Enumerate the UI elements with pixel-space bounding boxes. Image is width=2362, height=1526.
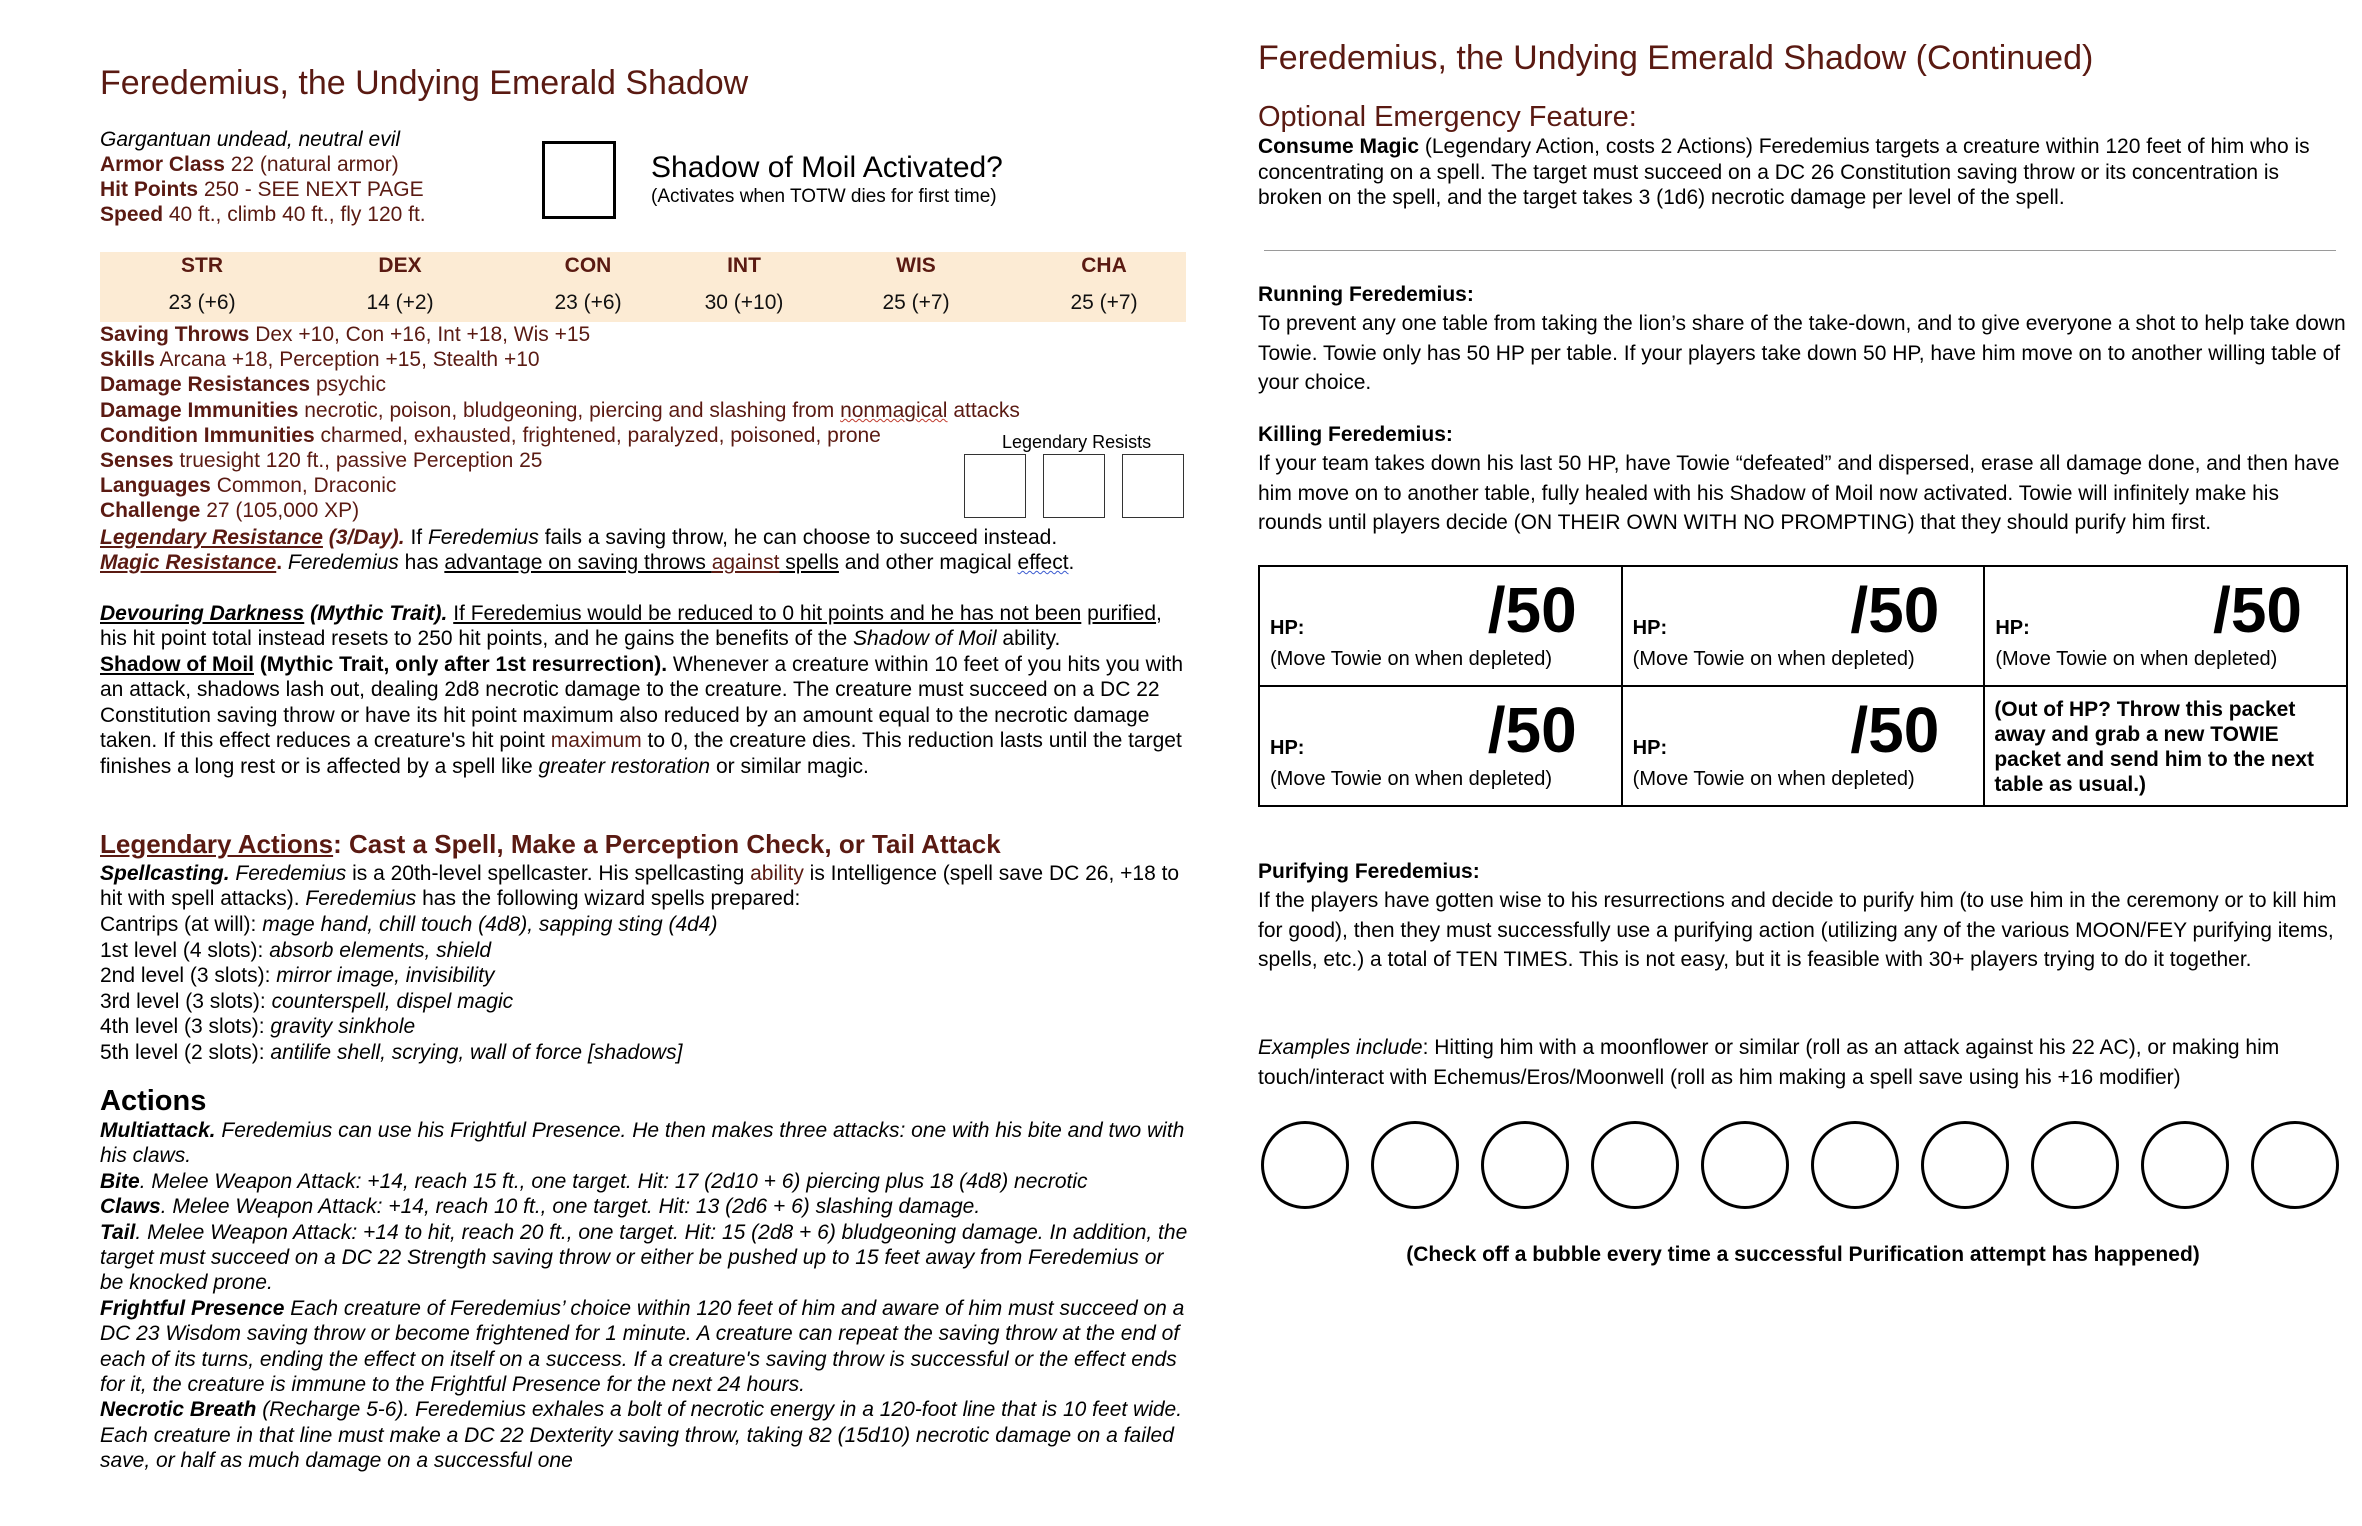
running-text: To prevent any one table from taking the lion’s share of the take-down, and to give everyone a shot to help take down Towie. Towie only has 50 HP per table. If your players take down 50 HP, have him move on to another willing table of your choice. [1258, 312, 2346, 394]
stat-int: INT 30 (+10) [704, 254, 784, 314]
ability-scores [100, 252, 1186, 322]
hp-note: (Move Towie on when depleted) [1270, 648, 1553, 670]
damage-resistances: Damage Resistances psychic [100, 373, 386, 396]
legendary-resistance: Legendary Resistance (3/Day). If Feredemius fails a saving throw, he can choose to succeed instead. [100, 526, 1058, 549]
senses: Senses truesight 120 ft., passive Perception 25 [100, 449, 543, 472]
hp-out-instructions: (Out of HP? Throw this packet away and grab a new TOWIE packet and send him to the next table as usual.) [1994, 698, 2315, 796]
examples-text: Examples include: Hitting him with a moonflower or similar (roll as an attack against his 22 AC), or making him touch/interact with Echemus/Eros/Moonwell (roll as him making a spell save using his +16 modifier) [1258, 1036, 2280, 1089]
purification-bubble-9[interactable] [2141, 1121, 2229, 1209]
moil-title: Shadow of Moil Activated? [651, 151, 1003, 184]
spell-row-1st: 1st level (4 slots): absorb elements, shield [100, 938, 492, 962]
stat-str: STR 23 (+6) [168, 254, 236, 314]
consume-magic: Consume Magic (Legendary Action, costs 2 Actions) Feredemius targets a creature within 120 feet of him who is concentrating on a spell. The target must succeed on a DC 26 Constitution saving throw or its concentration is broken on the spell, and the target takes 3 (1d6) necrotic damage per level of the spell. [1258, 135, 2310, 209]
continued-title: Feredemius, the Undying Emerald Shadow (Continued) [1258, 39, 2094, 77]
killing-text: If your team takes down his last 50 HP, have Towie “defeated” and dispersed, erase all damage done, and then have him move on to another table, fully healed with his Shadow of Moil now activated. Towie will infinitely make his rounds until players decide (ON THEIR OWN WITH NO PROMPTING) that they should purify him first. [1258, 452, 2340, 534]
legendary-actions-heading: Legendary Actions: Cast a Spell, Make a Perception Check, or Tail Attack [100, 829, 1001, 859]
hp-max: /50 [1850, 574, 1940, 646]
purification-bubble-3[interactable] [1481, 1121, 1569, 1209]
armor-class: Armor Class 22 (natural armor) [100, 153, 399, 176]
devouring-darkness: Devouring Darkness (Mythic Trait). If Feredemius would be reduced to 0 hit points and he has not been purified, his hit point total instead resets to 250 hit points, and he gains the benefits of the Shadow of Moil ability. [100, 602, 1162, 651]
divider [1264, 250, 2336, 251]
hp-label: HP: [1995, 617, 2030, 639]
hp-cell[interactable] [1259, 686, 1622, 806]
legendary-resist-checkbox-3[interactable] [1122, 454, 1184, 518]
purification-bubble-2[interactable] [1371, 1121, 1459, 1209]
legendary-resists-label: Legendary Resists [1002, 432, 1152, 452]
damage-immunities: Damage Immunities necrotic, poison, bludgeoning, piercing and slashing from nonmagical attacks [100, 399, 1020, 422]
bubble-caption: (Check off a bubble every time a successful Purification attempt has happened) [1406, 1243, 2200, 1266]
actions-list [100, 1118, 1190, 1474]
purification-bubble-10[interactable] [2251, 1121, 2339, 1209]
hp-note: (Move Towie on when depleted) [1632, 768, 1915, 790]
hp-max: /50 [1487, 694, 1577, 766]
moil-subtitle: (Activates when TOTW dies for first time) [651, 186, 997, 207]
hp-max: /50 [1487, 574, 1577, 646]
purification-bubble-8[interactable] [2031, 1121, 2119, 1209]
hp-label: HP: [1270, 737, 1305, 759]
action-necrotic-breath: Necrotic Breath (Recharge 5-6). Feredemius exhales a bolt of necrotic energy in a 120-foot line that is 10 feet wide. Each creature in that line must make a DC 22 Dexterity saving throw, taking 82 (15d10) necrotic damage on a failed save, or half as much damage on a successful one [100, 1398, 1183, 1473]
languages: Languages Common, Draconic [100, 474, 397, 497]
spell-row-cantrips: Cantrips (at will): mage hand, chill touch (4d8), sapping sting (4d4) [100, 913, 718, 936]
purifying-text: If the players have gotten wise to his resurrections and decide to purify him (to use him in the ceremony or to kill him for good), then they must successfully use a purifying action (utilizing any of the various MOON/FEY purifying items, spells, etc.) a total of TEN TIMES. This is not easy, but it is feasible with 30+ players trying to do it together. [1258, 889, 2337, 971]
hp-tracker-table [1258, 565, 2348, 807]
spellcasting: Spellcasting. Feredemius is a 20th-level spellcaster. His spellcasting ability is Intelligence (spell save DC 26, +18 to hit with spell attacks). Feredemius has the following wizard spells prepared: [100, 862, 1180, 911]
stat-con: CON 23 (+6) [554, 254, 622, 314]
action-multiattack: Multiattack. Feredemius can use his Frightful Presence. He then makes three attacks: one with his bite and two with his claws. [100, 1119, 1185, 1168]
purification-bubble-6[interactable] [1811, 1121, 1899, 1209]
page-title: Feredemius, the Undying Emerald Shadow [100, 64, 749, 102]
hp-max: /50 [2213, 574, 2302, 646]
hp-note: (Move Towie on when depleted) [1632, 648, 1915, 670]
saving-throws: Saving Throws Dex +10, Con +16, Int +18, Wis +15 [100, 323, 591, 346]
action-claws: Claws. Melee Weapon Attack: +14, reach 10 ft., one target. Hit: 13 (2d6 + 6) slashing damage. [100, 1195, 981, 1219]
hp-label: HP: [1632, 737, 1668, 759]
spell-row-4th: 4th level (3 slots): gravity sinkhole [100, 1015, 416, 1038]
magic-resistance: Magic Resistance. Feredemius has advantage on saving throws against spells and other magical effect. [100, 551, 1075, 574]
spell-row-3rd: 3rd level (3 slots): counterspell, dispel magic [100, 989, 514, 1013]
running-heading: Running Feredemius: [1258, 283, 1474, 306]
challenge: Challenge 27 (105,000 XP) [100, 499, 360, 522]
stat-wis: WIS 25 (+7) [882, 254, 950, 314]
hp-out-cell [1984, 686, 2347, 806]
purification-bubble-4[interactable] [1591, 1121, 1679, 1209]
killing-heading: Killing Feredemius: [1258, 423, 1453, 446]
action-tail: Tail. Melee Weapon Attack: +14 to hit, reach 20 ft., one target. Hit: 15 (2d8 + 6) bludgeoning damage. In addition, the target must succeed on a DC 22 Strength saving throw or either be pushed up to 15 feet away from Feredemius or be knocked prone. [100, 1220, 1188, 1295]
hp-note: (Move Towie on when depleted) [1270, 768, 1553, 790]
creature-type: Gargantuan undead, neutral evil [100, 128, 401, 151]
legendary-resist-checkbox-1[interactable] [964, 454, 1026, 518]
spell-row-5th: 5th level (2 slots): antilife shell, scrying, wall of force [shadows] [100, 1040, 683, 1064]
action-bite: Bite. Melee Weapon Attack: +14, reach 15 ft., one target. Hit: 17 (2d10 + 6) piercing plus 18 (4d8) necrotic [100, 1169, 1088, 1193]
condition-immunities: Condition Immunities charmed, exhausted, frightened, paralyzed, poisoned, prone [100, 424, 881, 447]
purification-bubble-5[interactable] [1701, 1121, 1789, 1209]
spell-row-2nd: 2nd level (3 slots): mirror image, invisibility [100, 964, 495, 987]
hp-max: /50 [1850, 694, 1940, 766]
hp-note: (Move Towie on when depleted) [1995, 648, 2278, 670]
shadow-of-moil: Shadow of Moil (Mythic Trait, only after 1st resurrection). Whenever a creature within 10 feet of you hits you with an attack, shadows lash out, dealing 2d8 necrotic damage to the creature. The creature must succeed on a DC 22 Constitution saving throw or have its hit point maximum also reduced by an amount equal to the necrotic damage taken. If this effect reduces a creature's hit point maximum to 0, the creature dies. This reduction lasts until the target finishes a long rest or is affected by a spell like greater restoration or similar magic. [100, 653, 1184, 778]
hp-cell[interactable] [1259, 566, 1622, 686]
hp-label: HP: [1270, 617, 1305, 639]
skills: Skills Arcana +18, Perception +15, Stealth +10 [100, 348, 540, 371]
actions-heading: Actions [100, 1085, 207, 1117]
speed: Speed 40 ft., climb 40 ft., fly 120 ft. [100, 203, 426, 226]
hp-cell[interactable] [1984, 566, 2347, 686]
spell-list [100, 912, 717, 1065]
stat-dex: DEX 14 (+2) [366, 254, 434, 314]
action-frightful-presence: Frightful Presence Each creature of Feredemius’ choice within 120 feet of him and aware of him must succeed on a DC 23 Wisdom saving throw or become frightened for 1 minute. A creature can repeat the saving throw at the end of each of its turns, ending the effect on itself on a success. If a creature's saving throw is successful or the effect ends for it, the creature is immune to the Frightful Presence for the next 24 hours. [100, 1296, 1185, 1397]
hp-cell[interactable] [1622, 566, 1985, 686]
hp-cell[interactable] [1622, 686, 1985, 806]
hit-points: Hit Points 250 - SEE NEXT PAGE [100, 178, 424, 201]
moil-activated-checkbox[interactable] [542, 141, 616, 219]
purifying-heading: Purifying Feredemius: [1258, 860, 1480, 883]
purification-bubble-1[interactable] [1261, 1121, 1349, 1209]
purification-bubble-7[interactable] [1921, 1121, 2009, 1209]
legendary-resist-checkbox-2[interactable] [1043, 454, 1105, 518]
optional-heading: Optional Emergency Feature: [1258, 101, 1637, 133]
stat-cha: CHA 25 (+7) [1070, 254, 1138, 314]
hp-label: HP: [1632, 617, 1668, 639]
